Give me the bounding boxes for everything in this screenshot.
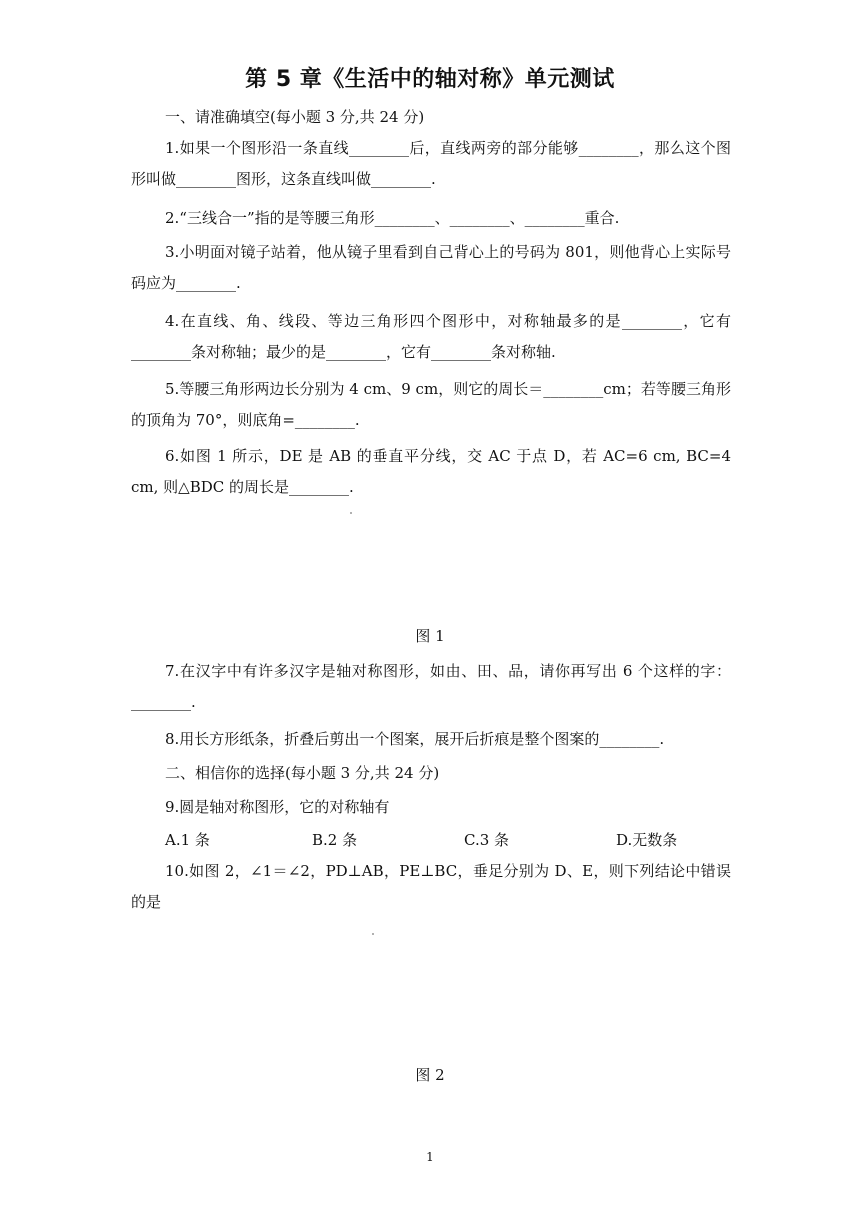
figure-2-placeholder [372, 933, 374, 935]
question-8: 8.用长方形纸条，折叠后剪出一个图案，展开后折痕是整个图案的________. [165, 730, 665, 748]
page-title: 第 5 章《生活中的轴对称》单元测试 [245, 67, 615, 92]
question-1: 1.如果一个图形沿一条直线________后，直线两旁的部分能够________，那么这个图形叫做________图形，这条直线叫做________. [131, 139, 731, 188]
question-3: 3.小明面对镜子站着，他从镜子里看到自己背心上的号码为 801，则他背心上实际号码应为________. [131, 243, 731, 292]
option-d: D.无数条 [616, 831, 678, 849]
question-4: 4.在直线、角、线段、等边三角形四个图形中，对称轴最多的是________，它有________条对称轴；最少的是________，它有________条对称轴. [131, 312, 731, 361]
question-9-options [165, 826, 745, 854]
option-c: C.3 条 [464, 831, 510, 849]
question-6: 6.如图 1 所示，DE 是 AB 的垂直平分线，交 AC 于点 D，若 AC=6 cm, BC=4 cm, 则△BDC 的周长是________. [131, 447, 731, 496]
section-heading-choice: 二、相信你的选择(每小题 3 分,共 24 分) [165, 764, 440, 782]
option-a: A.1 条 [165, 831, 210, 849]
section-heading-fill-in: 一、请准确填空(每小题 3 分,共 24 分) [165, 108, 425, 126]
option-b: B.2 条 [312, 831, 358, 849]
question-5: 5.等腰三角形两边长分别为 4 cm、9 cm，则它的周长＝________cm；若等腰三角形的顶角为 70°，则底角=________. [131, 380, 731, 429]
question-7: 7.在汉字中有许多汉字是轴对称图形，如由、田、品，请你再写出 6 个这样的字：________. [131, 662, 731, 711]
question-9: 9.圆是轴对称图形，它的对称轴有 [165, 798, 390, 816]
figure-1-placeholder [350, 512, 352, 514]
figure-2-caption: 图 2 [415, 1066, 445, 1084]
page-number: 1 [426, 1150, 434, 1164]
question-10: 10.如图 2，∠1＝∠2，PD⊥AB，PE⊥BC，垂足分别为 D、E，则下列结论中错误的是 [131, 862, 731, 911]
question-2: 2.“三线合一”指的是等腰三角形________、________、________重合. [165, 209, 620, 227]
figure-1-caption: 图 1 [415, 627, 445, 645]
